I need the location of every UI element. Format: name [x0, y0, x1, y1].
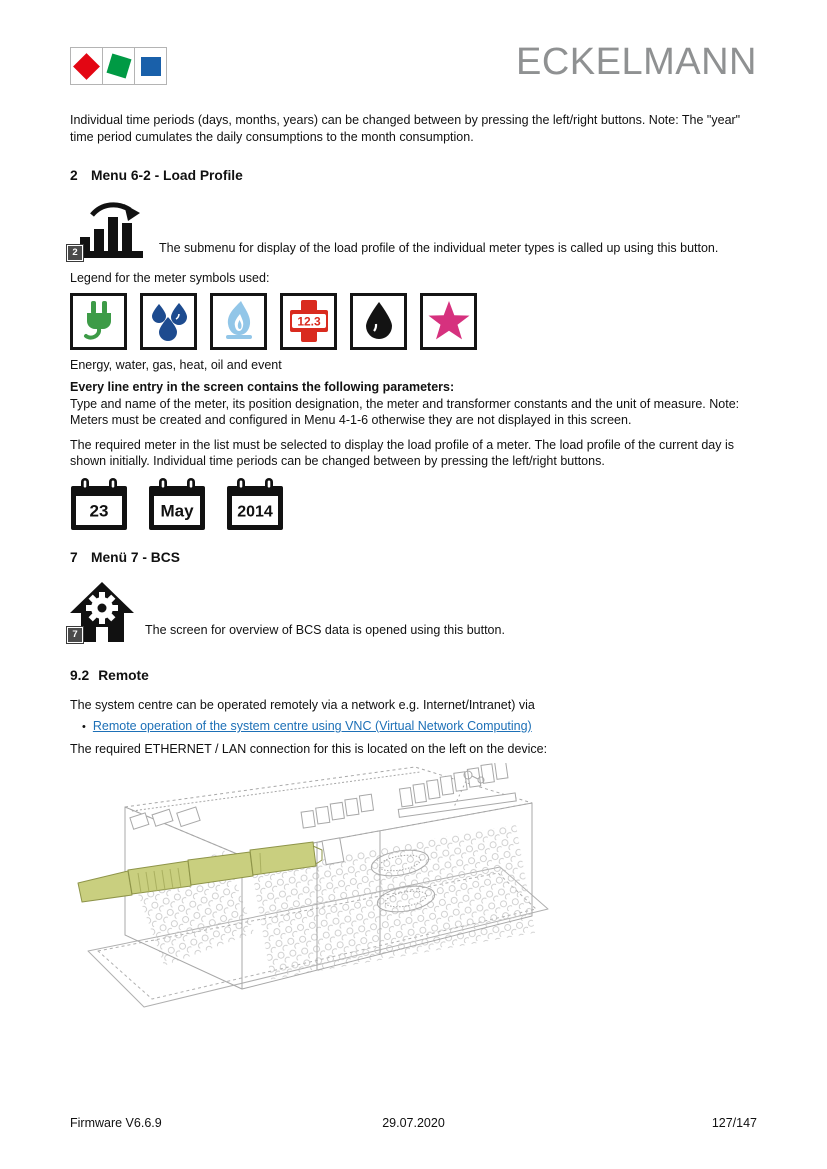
remote-intro: The system centre can be operated remotely via a network e.g. Internet/Intranet) via [70, 697, 535, 712]
brand-wordmark: ECKELMANN [516, 41, 757, 83]
heat-meter-icon [288, 300, 330, 342]
svg-text:2014: 2014 [237, 503, 273, 520]
bullet-icon: • [82, 721, 86, 733]
footer-firmware: Firmware V6.6.9 [70, 1116, 162, 1130]
section-title: Menü 7 - BCS [91, 549, 180, 565]
green-diamond-icon [106, 54, 131, 79]
meter-oil-box [350, 293, 407, 350]
vnc-link[interactable]: Remote operation of the system centre using VNC (Virtual Network Computing) [92, 719, 532, 733]
button-number-badge: 2 [67, 245, 83, 261]
svg-text:23: 23 [89, 501, 109, 520]
footer-page-number: 127/147 [711, 1116, 757, 1130]
calendar-month-icon [148, 478, 206, 532]
parameters-paragraph [70, 379, 757, 429]
meter-event-box [420, 293, 477, 350]
legend-caption: Energy, water, gas, heat, oil and event [70, 357, 282, 372]
load-profile-button-text: The submenu for display of the load profile of the individual meter types is called up using this button. [159, 241, 719, 255]
footer-date: 29.07.2020 [382, 1116, 445, 1130]
logo-cell-green [103, 48, 135, 84]
meter-water-box [140, 293, 197, 350]
page-footer [70, 1116, 757, 1130]
svg-text:12.3: 12.3 [296, 314, 321, 329]
button-number-badge: 7 [67, 627, 83, 643]
logo-cell-red [71, 48, 103, 84]
page-header [70, 41, 757, 85]
meter-gas-box [210, 293, 267, 350]
section-number: 7 [70, 549, 78, 565]
section-number: 9.2 [70, 667, 90, 683]
eckelmann-logo-icon [70, 47, 167, 85]
intro-paragraph: Individual time periods (days, months, years) can be changed between by pressing the left/right buttons. Note: The "year" time period cumulates the daily consumptions to the month consumption. [70, 113, 741, 144]
bcs-button-text: The screen for overview of BCS data is opened using this button. [145, 622, 505, 637]
bcs-button-icon [70, 582, 136, 644]
remote-outro: The required ETHERNET / LAN connection for this is located on the left on the device: [70, 741, 548, 756]
calendar-day-icon [70, 478, 128, 532]
remote-bullet-item [70, 718, 757, 736]
bcs-button-caption [70, 582, 757, 644]
water-drops-icon [149, 300, 189, 342]
gas-flame-icon [219, 300, 259, 342]
energy-plug-icon [79, 300, 119, 342]
meter-heat-box [280, 293, 337, 350]
legend-intro: Legend for the meter symbols used: [70, 271, 270, 285]
parameters-heading: Every line entry in the screen contains the following parameters: [70, 380, 455, 394]
section-number: 2 [70, 168, 78, 183]
logo-cell-blue [135, 48, 166, 84]
blue-square-icon [141, 57, 161, 76]
load-profile-button-caption [70, 200, 757, 262]
oil-drop-icon [359, 300, 399, 342]
red-diamond-icon [73, 53, 100, 80]
selection-paragraph: The required meter in the list must be selected to display the load profile of a meter. The load profile of the current day is shown initially. Individual time periods can be changed between by pressing the left/right buttons. [70, 437, 735, 468]
event-star-icon [427, 300, 471, 342]
svg-text:May: May [160, 501, 194, 520]
section-heading-remote [70, 668, 757, 683]
device-illustration [70, 763, 570, 1053]
section-heading-bcs [70, 550, 757, 565]
section-title: Remote [98, 667, 149, 683]
calendar-year-icon [226, 478, 284, 532]
calendar-icon-row [70, 478, 757, 532]
section-heading-load-profile [70, 168, 757, 183]
parameters-text: Type and name of the meter, its position designation, the meter and transformer constants and the unit of measure. Note: Meters must be created and configured in Menu 4-1-6 otherwise they are not displayed in this screen. [70, 396, 740, 427]
meter-symbol-row [70, 293, 757, 350]
meter-energy-box [70, 293, 127, 350]
load-profile-button-icon [70, 200, 150, 262]
section-title: Menu 6-2 - Load Profile [91, 168, 243, 183]
